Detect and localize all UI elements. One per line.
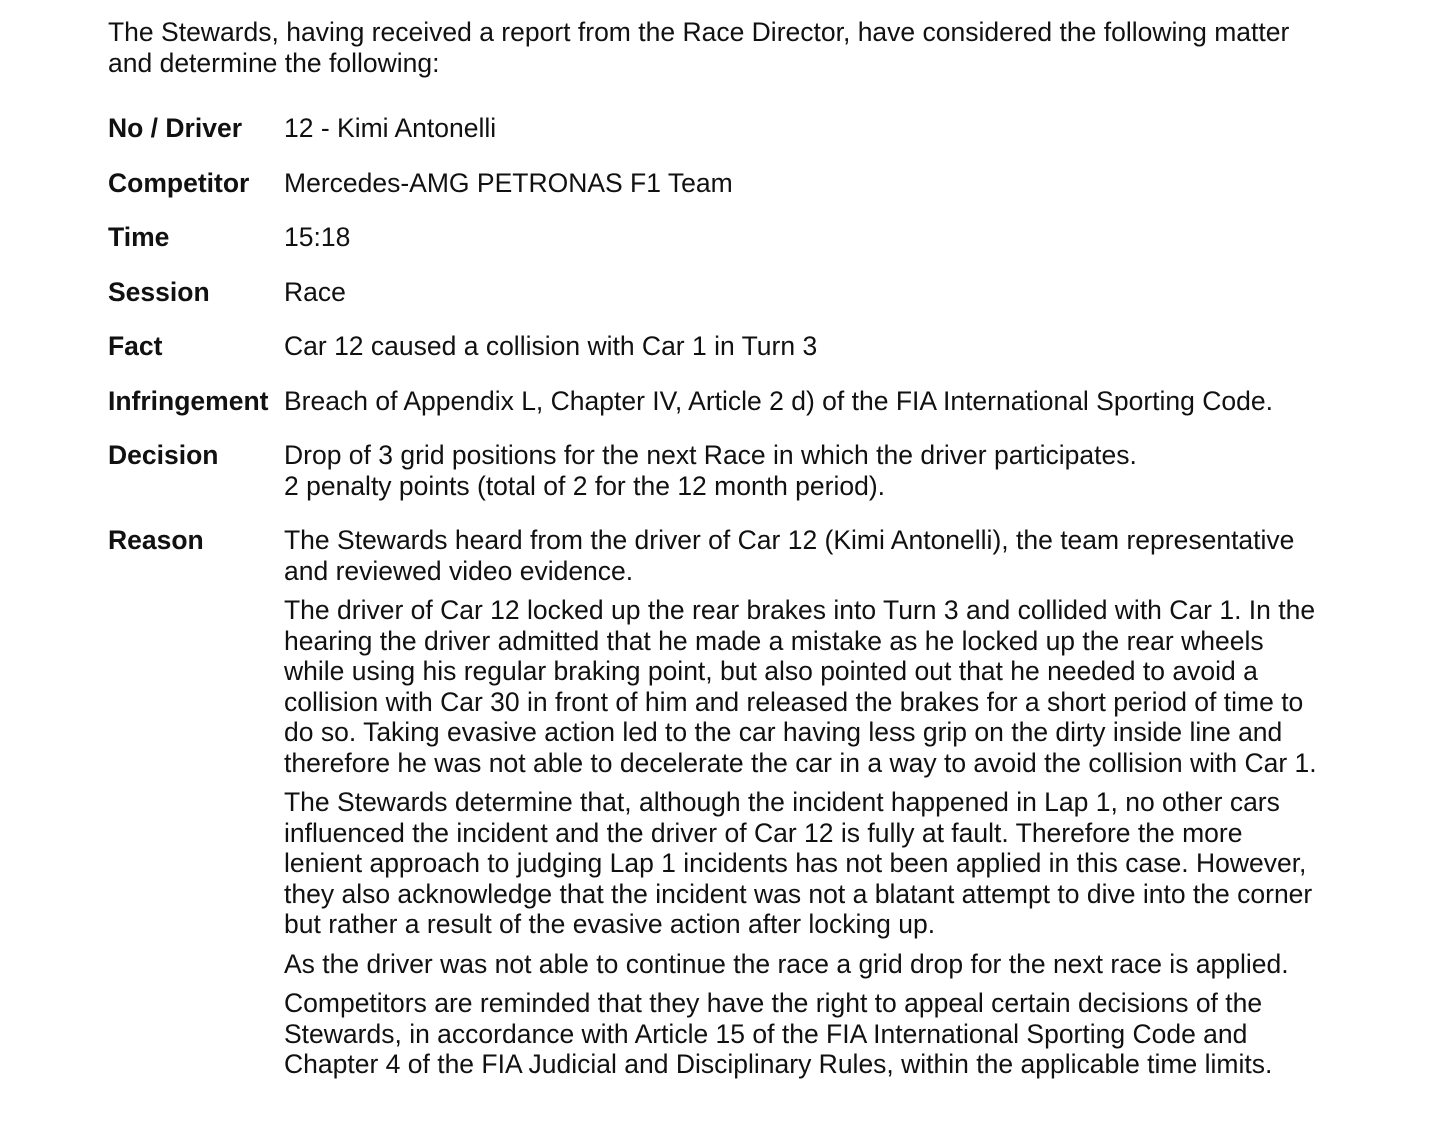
field-label-session: Session [108,276,210,307]
field-value-driver: 12 - Kimi Antonelli [284,113,497,143]
field-label-time: Time [108,222,170,252]
appeal-notice: Competitors are reminded that they have the right to appeal certain decisions of the Stewards, in accordance with Article 15 of the FIA International Sporting Code and Chapter 4 of the FIA Judicial and Disciplinary Rules, within the applicable time limits. [284,988,1273,1079]
stewards-decision-document [108,17,1428,1080]
field-row-infringement [108,386,1428,417]
field-value-decision [284,440,1428,501]
field-row-driver [108,113,1428,144]
field-row-fact [108,331,1428,362]
field-row-time [108,222,1428,253]
field-value-reason [284,525,1428,1080]
field-value-infringement: Breach of Appendix L, Chapter IV, Article 2 d) of the FIA International Sporting Code. [284,385,1273,416]
field-label-fact: Fact [108,331,163,361]
field-row-decision [108,440,1428,501]
field-row-session [108,277,1428,308]
field-value-time: 15:18 [284,222,351,252]
reason-paragraph: As the driver was not able to continue the race a grid drop for the next race is applied. [284,948,1289,979]
field-label-reason: Reason [108,525,204,555]
field-label-decision: Decision [108,440,219,470]
intro-paragraph: The Stewards, having received a report from the Race Director, have considered the following matter and determine the following: [108,17,1290,78]
field-value-competitor: Mercedes-AMG PETRONAS F1 Team [284,167,733,198]
field-row-competitor [108,168,1428,199]
field-label-infringement: Infringement [108,385,269,416]
field-row-reason [108,525,1428,1080]
decision-line: 2 penalty points (total of 2 for the 12 month period). [284,470,886,501]
reason-paragraph: The Stewards determine that, although the incident happened in Lap 1, no other cars influenced the incident and the driver of Car 12 is fully at fault. Therefore the more lenient approach to judging Lap 1 incidents has not been applied in this case. However, they also acknowledge that the incident was not a blatant attempt to dive into the corner but rather a result of the evasive action after locking up. [284,787,1313,939]
field-label-competitor: Competitor [108,167,250,198]
decision-line: Drop of 3 grid positions for the next Race in which the driver participates. [284,440,1137,470]
field-value-session: Race [284,276,346,307]
reason-paragraph: The Stewards heard from the driver of Car 12 (Kimi Antonelli), the team representative and reviewed video evidence. [284,525,1295,586]
field-value-fact: Car 12 caused a collision with Car 1 in Turn 3 [284,331,818,361]
reason-paragraph: The driver of Car 12 locked up the rear brakes into Turn 3 and collided with Car 1. In the hearing the driver admitted that he made a mistake as he locked up the rear wheels while using his regular braking point, but also pointed out that he needed to avoid a collision with Car 30 in front of him and released the brakes for a short period of time to do so. Taking evasive action led to the car having less grip on the dirty inside line and therefore he was not able to decelerate the car in a way to avoid the collision with Car 1. [284,595,1317,778]
field-label-driver: No / Driver [108,113,243,143]
decision-fields [108,113,1428,1080]
